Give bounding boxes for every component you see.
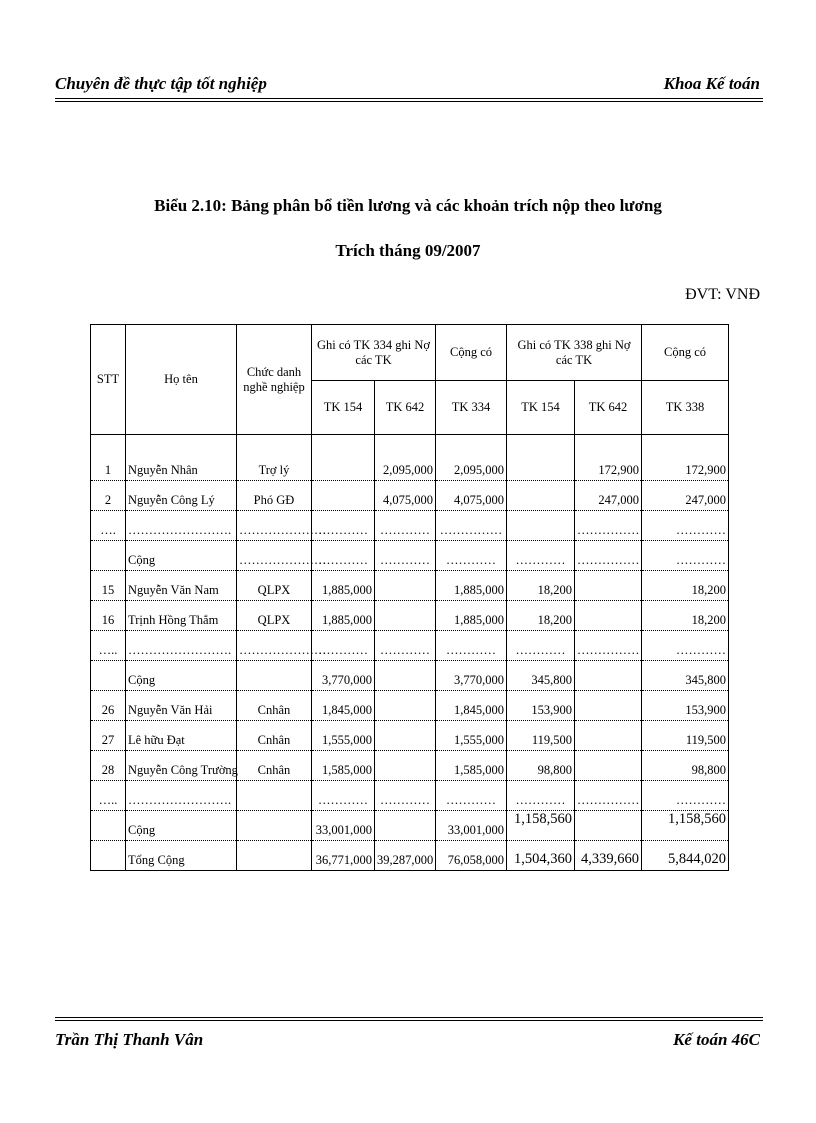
cell-position xyxy=(237,661,312,691)
footer-class: Kế toán 46C xyxy=(673,1030,760,1049)
cell-tk334: 1,845,000 xyxy=(436,691,507,721)
cell-tk642b xyxy=(575,661,642,691)
header-stt: STT xyxy=(91,325,126,435)
cell-tk642b xyxy=(575,721,642,751)
cell-tk154 xyxy=(312,451,375,481)
cell-tk154b: 1,504,360 xyxy=(507,841,575,871)
cell-position: Cnhân xyxy=(237,691,312,721)
cell-position xyxy=(237,811,312,841)
cell-tk154b: 1,158,560 xyxy=(507,811,575,841)
table-row xyxy=(91,451,729,481)
footer-author: Trần Thị Thanh Vân xyxy=(55,1030,204,1049)
cell-tk154: 1,585,000 xyxy=(312,751,375,781)
cell-position: Phó GĐ xyxy=(237,481,312,511)
cell-tk154b: ………… xyxy=(507,631,575,661)
footer-rule xyxy=(55,1017,763,1018)
table-row xyxy=(91,481,729,511)
cell-tk642b: 247,000 xyxy=(575,481,642,511)
cell-stt: 26 xyxy=(91,691,126,721)
cell-name: ……………………. xyxy=(126,511,237,541)
cell-tk334: ………… xyxy=(436,631,507,661)
cell-tk642 xyxy=(375,601,436,631)
cell-tk642 xyxy=(375,661,436,691)
cell-stt xyxy=(91,841,126,871)
cell-tk338: 153,900 xyxy=(642,691,729,721)
cell-tk642: 4,075,000 xyxy=(375,481,436,511)
cell-tk642b: 172,900 xyxy=(575,451,642,481)
table-row xyxy=(91,691,729,721)
cell-tk642 xyxy=(375,721,436,751)
cell-stt: ….. xyxy=(91,631,126,661)
salary-allocation-table xyxy=(90,324,729,871)
cell-tk338: 345,800 xyxy=(642,661,729,691)
cell-position: QLPX xyxy=(237,601,312,631)
cell-stt: 1 xyxy=(91,451,126,481)
cell-tk154b xyxy=(507,481,575,511)
footer-rule-2 xyxy=(55,1020,763,1021)
cell-tk334: 1,585,000 xyxy=(436,751,507,781)
cell-tk642 xyxy=(375,691,436,721)
cell-tk154b: ………… xyxy=(507,541,575,571)
cell-tk338: ………… xyxy=(642,781,729,811)
cell-name: Cộng xyxy=(126,541,237,571)
cell-tk334: 33,001,000 xyxy=(436,811,507,841)
cell-tk154b: 98,800 xyxy=(507,751,575,781)
cell-tk334: 3,770,000 xyxy=(436,661,507,691)
cell-name: Tổng Cộng xyxy=(126,841,237,871)
cell-position xyxy=(237,781,312,811)
cell-tk154: ………… xyxy=(312,541,375,571)
table-row xyxy=(91,541,729,571)
cell-name: Nguyễn Văn Nam xyxy=(126,571,237,601)
cell-tk642: ………… xyxy=(375,781,436,811)
cell-tk338: 98,800 xyxy=(642,751,729,781)
cell-tk154: 1,885,000 xyxy=(312,601,375,631)
cell-tk642 xyxy=(375,811,436,841)
header-group-334: Ghi có TK 334 ghi Nợ các TK xyxy=(312,325,436,381)
cell-position: Cnhân xyxy=(237,751,312,781)
header-right-title: Khoa Kế toán xyxy=(663,74,760,93)
cell-tk154: 1,885,000 xyxy=(312,571,375,601)
cell-position: Cnhân xyxy=(237,721,312,751)
cell-tk338: ………… xyxy=(642,541,729,571)
cell-tk642 xyxy=(375,751,436,781)
header-tk334: TK 334 xyxy=(436,381,507,435)
header-rule xyxy=(55,98,763,99)
header-total-338: Cộng có xyxy=(642,325,729,381)
header-rule-2 xyxy=(55,101,763,102)
cell-tk642b xyxy=(575,811,642,841)
currency-unit: ĐVT: VNĐ xyxy=(685,286,760,303)
cell-name: Nguyễn Văn Hải xyxy=(126,691,237,721)
grand-total-row xyxy=(91,841,729,871)
cell-tk642b xyxy=(575,601,642,631)
table-row xyxy=(91,511,729,541)
cell-stt xyxy=(91,661,126,691)
cell-tk154b: ………… xyxy=(507,781,575,811)
header-left-title: Chuyên đề thực tập tốt nghiệp xyxy=(55,74,267,93)
cell-tk154: 3,770,000 xyxy=(312,661,375,691)
cell-tk642b: …………… xyxy=(575,781,642,811)
table-row xyxy=(91,631,729,661)
cell-tk642b: 4,339,660 xyxy=(575,841,642,871)
cell-tk642b xyxy=(575,691,642,721)
header-tk642-a: TK 642 xyxy=(375,381,436,435)
table-subtitle: Trích tháng 09/2007 xyxy=(335,241,481,260)
table-row xyxy=(91,601,729,631)
header-tk154-a: TK 154 xyxy=(312,381,375,435)
cell-name: Nguyễn Nhân xyxy=(126,451,237,481)
cell-tk642b: …………… xyxy=(575,631,642,661)
cell-tk338: 18,200 xyxy=(642,571,729,601)
cell-tk642b: …………… xyxy=(575,511,642,541)
header-group-338: Ghi có TK 338 ghi Nợ các TK xyxy=(507,325,642,381)
cell-tk642b: …………… xyxy=(575,541,642,571)
cell-stt: 27 xyxy=(91,721,126,751)
cell-stt: 2 xyxy=(91,481,126,511)
header-total-334: Cộng có xyxy=(436,325,507,381)
cell-tk154 xyxy=(312,481,375,511)
table-row xyxy=(91,751,729,781)
cell-tk154: 33,001,000 xyxy=(312,811,375,841)
cell-tk642b xyxy=(575,571,642,601)
cell-tk642b xyxy=(575,751,642,781)
cell-name: Nguyễn Công Lý xyxy=(126,481,237,511)
cell-tk338: 172,900 xyxy=(642,451,729,481)
cell-tk338: 119,500 xyxy=(642,721,729,751)
cell-position: ………………… xyxy=(237,541,312,571)
cell-tk154: ………… xyxy=(312,781,375,811)
cell-tk334: 4,075,000 xyxy=(436,481,507,511)
header-tk338: TK 338 xyxy=(642,381,729,435)
cell-tk154b: 18,200 xyxy=(507,601,575,631)
cell-name: ……………………. xyxy=(126,631,237,661)
table-row xyxy=(91,661,729,691)
cell-position: QLPX xyxy=(237,571,312,601)
cell-name: ……………………. xyxy=(126,781,237,811)
header-tk154-b: TK 154 xyxy=(507,381,575,435)
cell-tk338: 18,200 xyxy=(642,601,729,631)
cell-position xyxy=(237,841,312,871)
cell-stt: 15 xyxy=(91,571,126,601)
cell-stt xyxy=(91,811,126,841)
cell-tk642: ………… xyxy=(375,511,436,541)
cell-tk154: ………… xyxy=(312,511,375,541)
cell-stt: 28 xyxy=(91,751,126,781)
cell-tk154b: 119,500 xyxy=(507,721,575,751)
table-row xyxy=(91,781,729,811)
cell-tk642: ………… xyxy=(375,541,436,571)
cell-tk642: 2,095,000 xyxy=(375,451,436,481)
cell-tk334: 76,058,000 xyxy=(436,841,507,871)
cell-stt xyxy=(91,541,126,571)
cell-tk334: 2,095,000 xyxy=(436,451,507,481)
cell-tk154: 1,555,000 xyxy=(312,721,375,751)
cell-tk154: 36,771,000 xyxy=(312,841,375,871)
table-title: Biểu 2.10: Bảng phân bổ tiền lương và các khoản trích nộp theo lương xyxy=(154,196,662,215)
cell-tk154b: 153,900 xyxy=(507,691,575,721)
cell-tk154: ………… xyxy=(312,631,375,661)
cell-tk334: ………… xyxy=(436,781,507,811)
cell-tk334: 1,885,000 xyxy=(436,571,507,601)
cell-tk338: 5,844,020 xyxy=(642,841,729,871)
cell-name: Cộng xyxy=(126,661,237,691)
cell-tk334: 1,885,000 xyxy=(436,601,507,631)
subtotal-row xyxy=(91,811,729,841)
cell-tk334: ………… xyxy=(436,541,507,571)
cell-tk154b xyxy=(507,451,575,481)
cell-stt: 16 xyxy=(91,601,126,631)
cell-position: Trợ lý xyxy=(237,451,312,481)
cell-tk338: 1,158,560 xyxy=(642,811,729,841)
cell-tk334: …………… xyxy=(436,511,507,541)
cell-tk338: ………… xyxy=(642,511,729,541)
cell-tk338: ………… xyxy=(642,631,729,661)
header-position: Chức danh nghề nghiệp xyxy=(237,325,312,435)
cell-tk154b: 345,800 xyxy=(507,661,575,691)
table-row xyxy=(91,571,729,601)
cell-tk642 xyxy=(375,571,436,601)
cell-tk642: ………… xyxy=(375,631,436,661)
cell-position: ………………… xyxy=(237,511,312,541)
cell-stt: ….. xyxy=(91,781,126,811)
cell-tk642: 39,287,000 xyxy=(375,841,436,871)
header-name: Họ tên xyxy=(126,325,237,435)
cell-tk334: 1,555,000 xyxy=(436,721,507,751)
cell-name: Nguyễn Công Trường xyxy=(126,751,237,781)
cell-name: Trịnh Hồng Thắm xyxy=(126,601,237,631)
cell-name: Lê hữu Đạt xyxy=(126,721,237,751)
cell-position: ………………… xyxy=(237,631,312,661)
cell-tk154: 1,845,000 xyxy=(312,691,375,721)
cell-tk154b: 18,200 xyxy=(507,571,575,601)
cell-tk338: 247,000 xyxy=(642,481,729,511)
cell-tk154b xyxy=(507,511,575,541)
cell-stt: …. xyxy=(91,511,126,541)
table-row xyxy=(91,721,729,751)
cell-name: Cộng xyxy=(126,811,237,841)
header-tk642-b: TK 642 xyxy=(575,381,642,435)
